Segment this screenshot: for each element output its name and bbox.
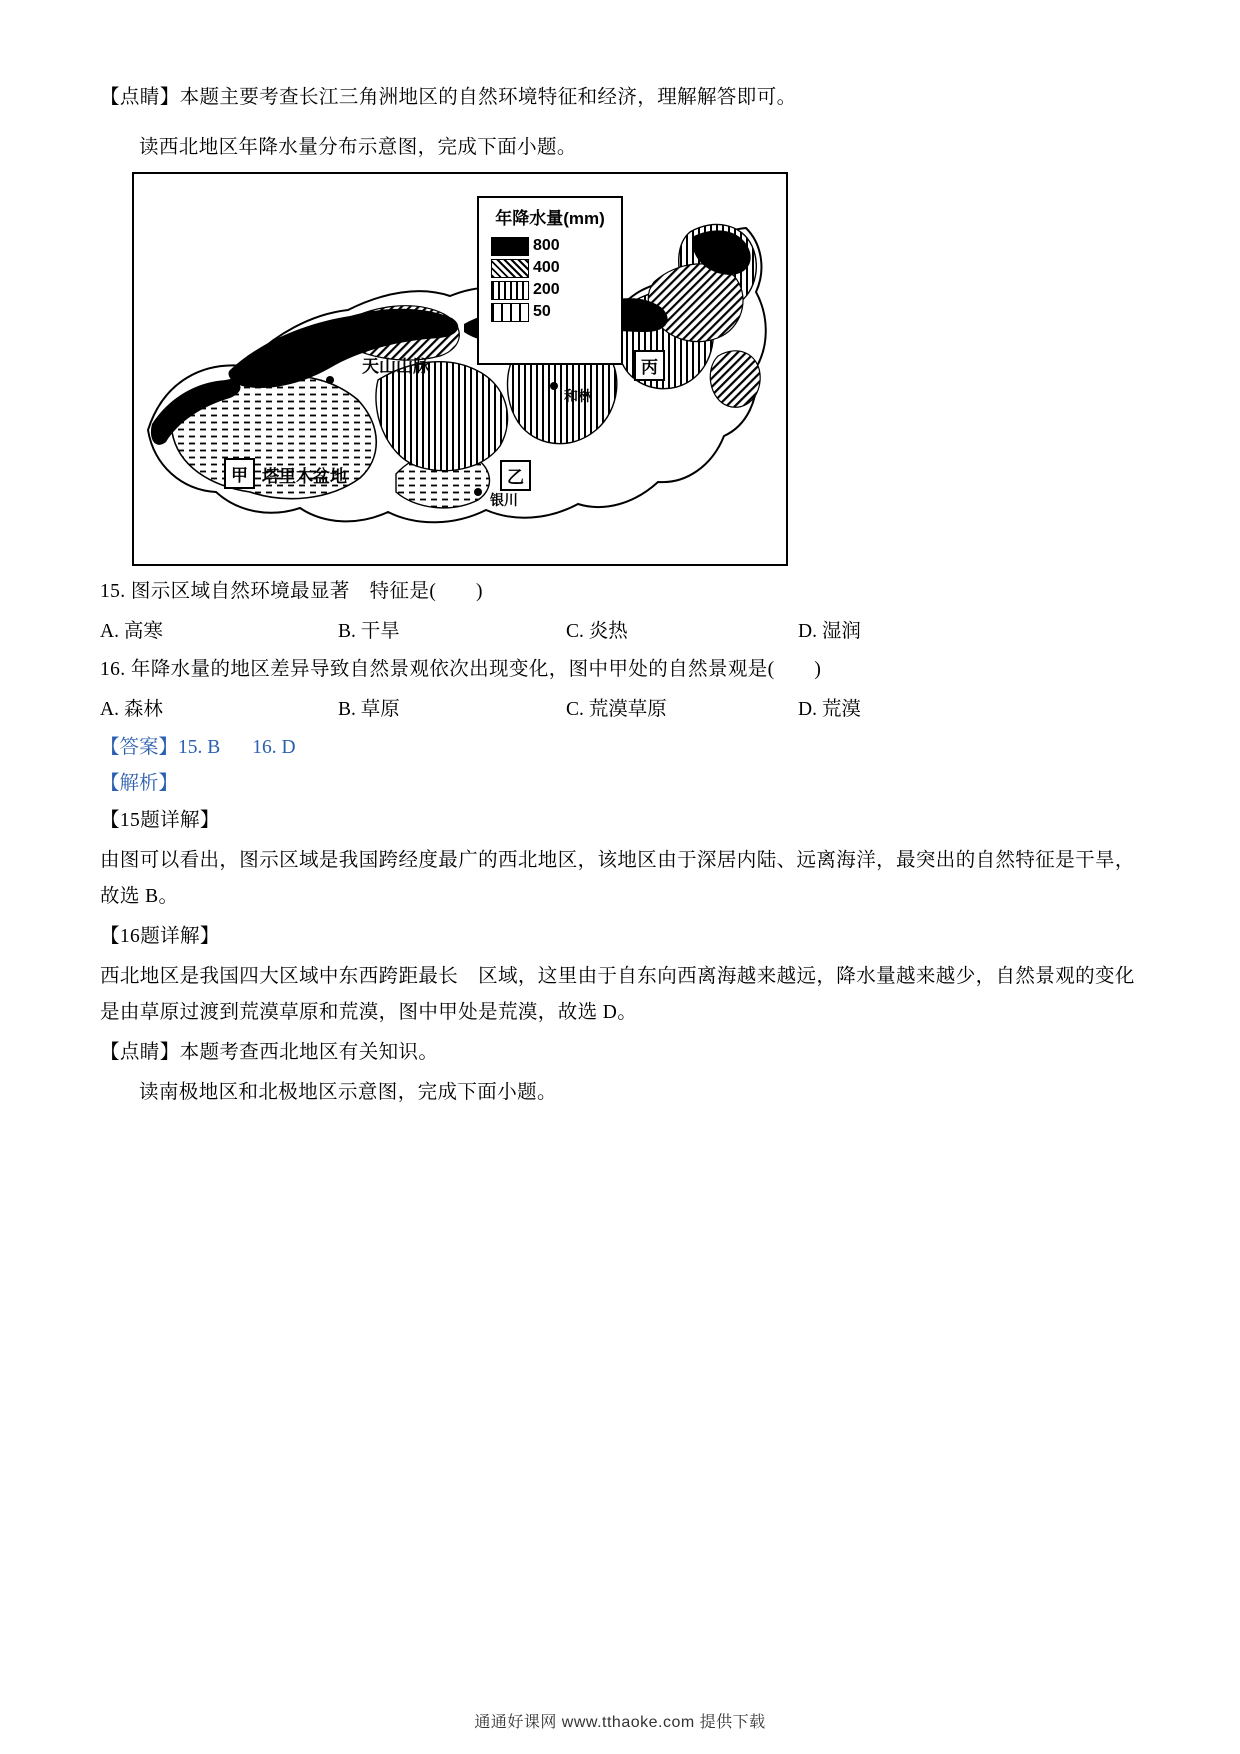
legend-swatch-400-icon [491,259,529,278]
legend-item [491,279,621,301]
option-15-d[interactable]: D. 湿润 [798,621,861,643]
detail-15-text: 由图可以看出，图示区域是我国跨经度最广的西北地区，该地区由于深居内陆、远离海洋，最突出的自然特征是干旱，故选 B。 [100,849,1135,907]
legend-item [491,257,621,279]
map-label-jia: 甲 [224,458,255,489]
legend-item [491,235,621,257]
option-15-c[interactable]: C. 炎热 [566,621,628,643]
map-label-bing: 丙 [634,350,665,381]
legend-swatch-50-icon [491,303,529,322]
answer-row [100,730,1140,766]
legend-value: 400 [533,259,560,277]
legend-title: 年降水量(mm) [495,209,605,229]
answer-16: 16. D [252,737,296,759]
legend-value: 800 [533,237,560,255]
question-15-stem: 15. 图示区域自然环境最显著 特征是( ) [100,581,483,603]
option-16-d[interactable]: D. 荒漠 [798,699,861,721]
map-label-tianshan: 天山山脉 [362,357,430,377]
option-15-a[interactable]: A. 高寒 [100,621,163,643]
precipitation-map [132,172,788,566]
legend-items [479,235,621,323]
legend-item [491,301,621,323]
figure-container [100,172,1140,566]
question-15-options [100,614,1140,650]
map-label-helin: 和林 [564,388,592,405]
lead-in-text-2: 读南极地区和北极地区示意图，完成下面小题。 [139,1081,557,1103]
option-16-a[interactable]: A. 森林 [100,699,163,721]
lead-in-text-1: 读西北地区年降水量分布示意图，完成下面小题。 [139,137,577,159]
option-16-c[interactable]: C. 荒漠草原 [566,699,667,721]
map-label-yi: 乙 [500,460,531,491]
map-label-yinchuan: 银川 [490,492,518,509]
map-legend [477,196,623,365]
page-footer: 通通好课网 www.tthaoke.com 提供下载 [474,1714,766,1731]
question-16-stem: 16. 年降水量的地区差异导致自然景观依次出现变化，图中甲处的自然景观是( ) [100,659,822,681]
legend-swatch-800-icon [491,237,529,256]
spacer [100,120,1140,130]
tip-paragraph-2: 【点睛】本题考查西北地区有关知识。 [100,1041,439,1063]
question-16-options [100,692,1140,728]
answer-15: 15. B [178,737,221,759]
option-16-b[interactable]: B. 草原 [338,699,400,721]
detail-15-heading: 【15题详解】 [100,809,220,831]
legend-swatch-200-icon [491,281,529,300]
tip-paragraph-1: 【点睛】本题主要考查长江三角洲地区的自然环境特征和经济，理解解答即可。 [100,87,797,108]
legend-value: 200 [533,281,560,299]
analysis-label: 【解析】 [100,773,179,795]
detail-16-text: 西北地区是我国四大区域中东西跨距最长 区域，这里由于自东向西离海越来越远，降水量越来越少，自然景观的变化是由草原过渡到荒漠草原和荒漠，图中甲处是荒漠，故选 D。 [100,965,1135,1023]
legend-value: 50 [533,303,551,321]
detail-16-heading: 【16题详解】 [100,925,220,947]
map-label-tarim-basin: 塔里木盆地 [262,467,347,487]
map-drawing [134,174,782,560]
answer-label: 【答案】 [100,737,179,759]
option-15-b[interactable]: B. 干旱 [338,621,400,643]
